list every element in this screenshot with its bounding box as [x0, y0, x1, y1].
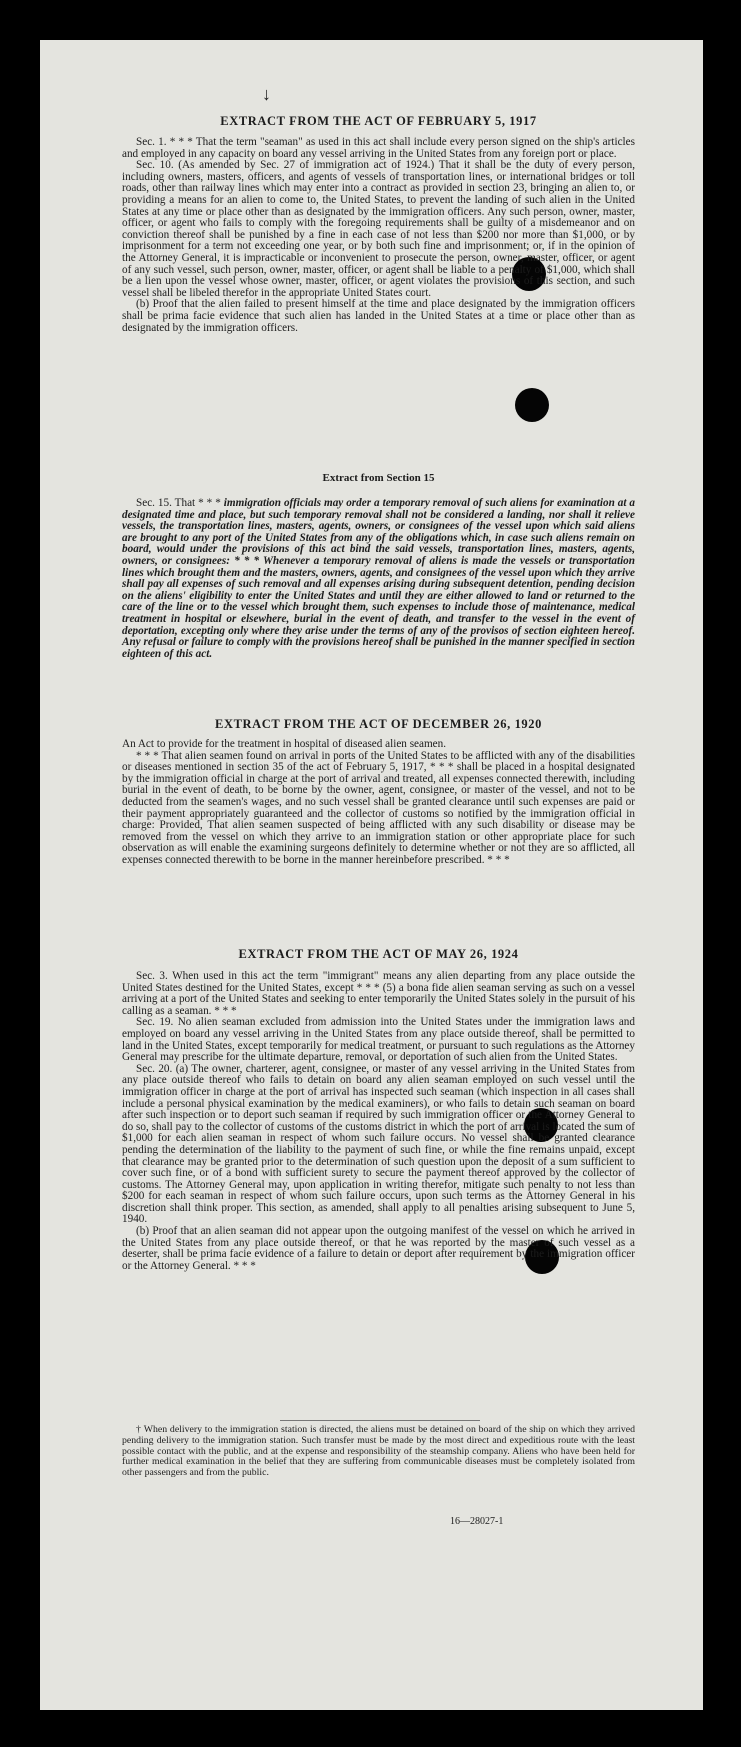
- section-heading-1924: [122, 947, 635, 962]
- section-body-1924: [122, 971, 635, 1272]
- paragraph: Sec. 20. (a) The owner, charterer, agent, consignee, or master of any vessel arriving in the United States from any place outside thereof who fails to detain on board any alien seaman employed on such vessel until the immigration officer in charge at the port of arrival has inspected such seaman (which inspection in all cases shall include a personal physical examination by the medical examiners), or who fails to detain such seaman on board after such inspection or to deport such seaman if required by such immigration officer or the Attorney General to do so, shall pay to the collector of customs of the customs district in which the port of arrival is located the sum of $1,000 for each alien seaman in respect of whom such failure occurs. No vessel shall be granted clearance pending the determination of the liability to the payment of such fine, or while the fine remains unpaid, except that clearance may be granted prior to the determination of such question upon the deposit of a sum sufficient to cover such fine, or of a bond with sufficient surety to secure the payment thereof approved by the collector of customs. The Attorney General may, upon application in writing therefor, mitigate such penalty to not less than $200 for each seaman in respect of whom such failure occurs, upon such terms as the Attorney General in his discretion shall think proper. This section, as amended, shall apply to all penalties arising subsequent to June 5, 1940.: [122, 1062, 635, 1226]
- paragraph: (b) Proof that the alien failed to present himself at the time and place designated by the immigration officers shall be prima facie evidence that such alien has landed in the United States at a time or place other than as designated by the immigration officers.: [122, 298, 635, 334]
- paragraph: Sec. 10. (As amended by Sec. 27 of immigration act of 1924.) That it shall be the duty of every person, including owners, masters, officers, and agents of vessels of transportation lines, or international bridges or toll roads, other than railway lines which may enter into a contract as provided in section 23, bringing an alien to, or providing a means for an alien to come to, the United States, to prevent the landing of such alien in the United States at any time or place other than as designated by the immigration officers. Any such person, owner, master, officer, or agent who fails to comply with the foregoing requirements shall be guilty of a misdemeanor and on conviction thereof shall be punished by a fine in each case of not less than $200 nor more than $1,000, or by imprisonment for a term not exceeding one year, or by both such fine and imprisonment; or, if in the opinion of the Attorney General, it is impracticable or inconvenient to prosecute the person, owner, master, officer, or agent of any such vessel, such person, owner, master, officer, or agent shall be liable to a penalty of $1,000, which shall be a lien upon the vessel whose owner, master, officer, or agent violates the provisions of this section, and such vessel shall be libeled therefor in the appropriate United States court.: [122, 159, 635, 299]
- section-heading-15: [122, 472, 635, 484]
- footnote-divider: [280, 1420, 480, 1421]
- footnote: [122, 1425, 635, 1479]
- paragraph: Sec. 3. When used in this act the term "immigrant" means any alien departing from any place outside the United States destined for the United States, except * * * (5) a bona fide alien seaman serving as such on a vessel arriving at a port of the United States and seeking to enter temporarily the United States solely in the pursuit of his calling as a seaman. * * *: [122, 970, 635, 1017]
- section-heading-1920: [122, 717, 635, 732]
- section-text: immigration officials may order a temporary removal of such aliens for examination at a designated time and place, but such temporary removal shall not be considered a landing, nor shall it relieve vessels, the transportation lines, masters, agents, owners, or consignees of the vessel upon which said aliens are brought to any port of the United States from any of the obligations which, in case such aliens remain on board, would under the provisions of this act bind the said vessels, transportation lines, masters, agents, owners, or consignees: * * * Whenever a temporary removal of aliens is made the vessels or transportation lines which brought them and the masters, owners, agents, and consignees of the vessel upon which they arrive shall pay all expenses of such removal and all expenses arising during subsequent detention, pending decision on the aliens' eligibility to enter the United States and until they are either allowed to land or returned to the care of the line or to the vessel which brought them, such expenses to include those of maintenance, medical treatment in hospital or elsewhere, burial in the event of death, and transfer to the vessel in the event of deportation, excepting only where they arise under the terms of any of the provisos of section eighteen hereof. Any refusal or failure to comply with the provisions hereof shall be punished in the manner specified in section eighteen of this act.: [122, 497, 636, 660]
- section-body-1920: [122, 739, 635, 867]
- footnote-text: † When delivery to the immigration station is directed, the aliens must be detained on board of the ship on which they arrived pending delivery to the immigration station. Such transfer must be made by the most direct and expeditious route with the least possible contact with the public, and at the expense and responsibility of the steamship company. Aliens who have been held for further medical examination in the belief that they are suffering from communicable diseases must be completely isolated from other passengers and from the public.: [122, 1424, 635, 1479]
- punch-hole: [515, 388, 549, 422]
- form-code: 16—28027-1: [450, 1516, 504, 1527]
- paragraph: [122, 498, 635, 660]
- section-lead: Sec. 15. That * * *: [136, 497, 221, 509]
- paragraph: Sec. 19. No alien seaman excluded from admission into the United States under the immigration laws and employed on board any vessel arriving in the United States from any place outside thereof, shall be permitted to land in the United States, except temporarily for medical treatment, or pursuant to such regulations as the Attorney General may prescribe for the ultimate departure, removal, or deportation of such alien from the United States.: [122, 1016, 635, 1064]
- document-page: [40, 40, 703, 1710]
- page-mark: ↓: [262, 84, 271, 104]
- section-body-15: [122, 498, 635, 660]
- section-body-1917: [122, 137, 635, 334]
- section-heading-1917: [122, 114, 635, 129]
- paragraph: An Act to provide for the treatment in hospital of diseased alien seamen.: [122, 738, 447, 750]
- heading: EXTRACT FROM THE ACT OF DECEMBER 26, 1920: [215, 717, 542, 731]
- heading: EXTRACT FROM THE ACT OF FEBRUARY 5, 1917: [220, 114, 537, 128]
- heading: EXTRACT FROM THE ACT OF MAY 26, 1924: [238, 947, 519, 961]
- paragraph: * * * That alien seamen found on arrival in ports of the United States to be afflicted with any of the disabilities or diseases mentioned in section 35 of the act of February 5, 1917, * * * shall be placed in a hospital designated by the immigration official in charge at the port of arrival and treated, all expenses connected therewith, including burial in the event of death, to be borne by the owner, agent, consignee, or master of the vessel, and not to be deducted from the seamen's wages, and no such vessel shall be granted clearance until such expenses are paid or their payment appropriately guaranteed and the collector of customs so notified by the immigration official in charge: Provided, That alien seamen suspected of being afflicted with any such disability or disease may be removed from the vessel on which they arrive to an immigration station or other appropriate place for such observation as will enable the examining surgeons definitely to determine whether or not they are so afflicted, all expenses connected therewith to be borne in the manner hereinbefore prescribed. * * *: [122, 749, 635, 866]
- paragraph: Sec. 1. * * * That the term "seaman" as used in this act shall include every person signed on the ship's articles and employed in any capacity on board any vessel arriving in the United States from any foreign port or place.: [122, 136, 635, 160]
- paragraph: (b) Proof that an alien seaman did not appear upon the outgoing manifest of the vessel on which he arrived in the United States from any place outside thereof, or that he was reported by the master of such vessel as a deserter, shall be prima facie evidence of a failure to detain or deport after requirement by the immigration officer or the Attorney General. * * *: [122, 1225, 635, 1272]
- heading: Extract from Section 15: [322, 472, 435, 484]
